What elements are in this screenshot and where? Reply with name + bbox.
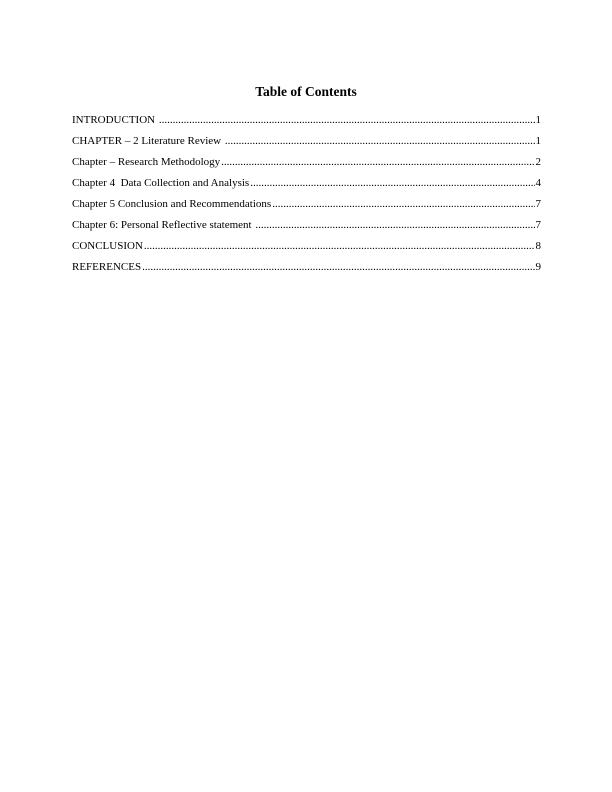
- toc-entry-page-number: 8: [535, 240, 541, 252]
- toc-entry-introduction[interactable]: [72, 113, 541, 134]
- toc-entry-page-number: 4: [535, 177, 541, 189]
- toc-entry-label: CHAPTER – 2 Literature Review: [72, 135, 224, 147]
- toc-entry-label: Chapter 5 Conclusion and Recommendations: [72, 198, 272, 210]
- toc-entry-conclusion-recommendations[interactable]: [72, 197, 541, 218]
- toc-entry-page-number: 1: [535, 114, 541, 126]
- toc-entry-label: Chapter – Research Methodology: [72, 156, 221, 168]
- toc-entry-literature-review[interactable]: [72, 134, 541, 155]
- toc-dot-leader: [142, 260, 534, 274]
- toc-dot-leader: [250, 176, 534, 190]
- toc-dot-leader: [221, 155, 534, 169]
- toc-entry-page-number: 2: [535, 156, 541, 168]
- toc-entry-page-number: 7: [535, 219, 541, 231]
- toc-dot-leader: [159, 113, 535, 127]
- toc-dot-leader: [255, 218, 534, 232]
- toc-dot-leader: [144, 239, 535, 253]
- toc-dot-leader: [225, 134, 535, 148]
- toc-entry-label: Chapter 6: Personal Reflective statement: [72, 219, 255, 231]
- toc-entry-label: REFERENCES: [72, 261, 142, 273]
- toc-title: Table of Contents: [255, 84, 357, 99]
- toc-entry-conclusion[interactable]: [72, 239, 541, 260]
- toc-list: [72, 113, 541, 281]
- toc-entry-references[interactable]: [72, 260, 541, 281]
- toc-entry-reflective-statement[interactable]: [72, 218, 541, 239]
- toc-entry-page-number: 1: [535, 135, 541, 147]
- toc-entry-label: CONCLUSION: [72, 240, 143, 252]
- toc-dot-leader: [272, 197, 534, 211]
- toc-entry-label: INTRODUCTION: [72, 114, 158, 126]
- toc-entry-research-methodology[interactable]: [72, 155, 541, 176]
- toc-entry-label: Chapter 4 Data Collection and Analysis: [72, 177, 250, 189]
- toc-entry-data-collection[interactable]: [72, 176, 541, 197]
- toc-entry-page-number: 7: [535, 198, 541, 210]
- toc-entry-page-number: 9: [535, 261, 541, 273]
